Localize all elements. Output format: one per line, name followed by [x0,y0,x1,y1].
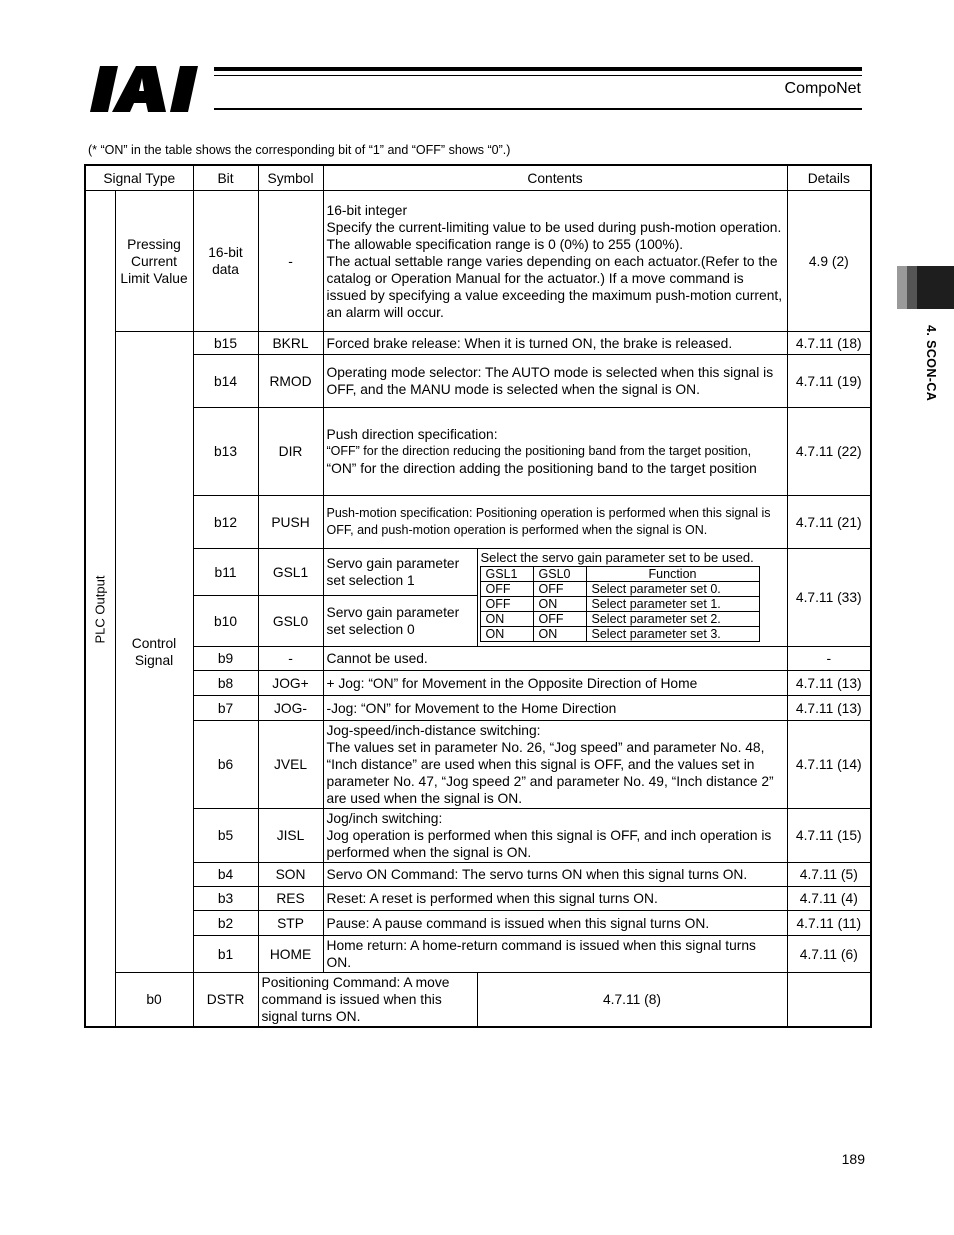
header-rule-thin [214,75,862,76]
col-header-symbol: Symbol [258,165,323,191]
table-row [85,863,871,887]
contents-line: Cannot be used. [326,651,428,666]
table-row [85,671,871,696]
contents-line: Positioning Command: A move command is issued when this signal turns ON. [261,975,450,1024]
symbol-cell: RMOD [258,355,323,408]
group-label: PLC Output [85,191,115,1028]
contents-cell [323,696,787,721]
details-cell: 4.7.11 (13) [787,671,871,696]
bit-cell: b1 [193,936,258,973]
symbol-cell: PUSH [258,496,323,549]
bit-cell: 16-bit data [193,191,258,332]
contents-cell [323,936,787,973]
col-header-contents: Contents [323,165,787,191]
bit-cell: b3 [193,887,258,911]
contents-cell [323,809,787,863]
table-row [85,355,871,408]
control-signal-label: Control Signal [115,332,193,973]
details-cell: 4.7.11 (21) [787,496,871,549]
contents-line: Reset: A reset is performed when this signal turns ON. [326,891,658,906]
details-cell: 4.7.11 (13) [787,696,871,721]
table-row [85,936,871,973]
symbol-cell: BKRL [258,332,323,355]
details-cell: 4.7.11 (18) [787,332,871,355]
gsl-cell: OFF [533,612,586,627]
gsl-cell: ON [480,612,533,627]
table-row [85,911,871,936]
details-cell: 4.7.11 (14) [787,721,871,809]
contents-line: + Jog: “ON” for Movement in the Opposite Direction of Home [326,675,698,691]
symbol-cell: HOME [258,936,323,973]
page-number: 189 [841,1151,865,1167]
details-cell: 4.7.11 (5) [787,863,871,887]
contents-cell [323,887,787,911]
contents-line: Push-motion specification: Positioning operation is performed when this signal is OFF, and push-motion operation is performed when the signal is ON. [326,506,771,537]
iai-logo [88,66,210,112]
bit-cell: b12 [193,496,258,549]
symbol-cell: DIR [258,408,323,496]
gsl-selection-table [480,566,760,642]
contents-cell [323,191,787,332]
contents-line: “OFF” for the direction reducing the positioning band from the target position, [326,444,752,458]
table-row [85,887,871,911]
table-row [85,973,871,1028]
gsl-row [480,627,759,642]
symbol-cell: JOG+ [258,671,323,696]
table-row [85,408,871,496]
table-row [85,696,871,721]
table-note: (* “ON” in the table shows the corresponding bit of “1” and “OFF” shows “0”.) [88,143,511,157]
gsl-header-row [480,567,759,582]
table-row [85,332,871,355]
contents-line: Operating mode selector: The AUTO mode is selected when this signal is OFF, and the MANU mode is selected when the signal is ON. [326,365,774,397]
gsl-row [480,582,759,597]
table-row [85,809,871,863]
bit-cell: b4 [193,863,258,887]
contents-line: The actual settable range varies depending on each actuator.(Refer to the catalog or Operation Manual for the actuator.) If a move command is issued by specifying a value exceeding the maximum push-motion current, an alarm will occur. [326,253,783,320]
gsl-col-header: Function [586,567,759,582]
header-rule-bottom [214,108,862,110]
gsl-cell: Select parameter set 3. [586,627,759,642]
table-row [85,191,871,332]
chapter-tab [897,266,954,309]
contents-line: Servo ON Command: The servo turns ON when this signal turns ON. [326,867,748,882]
gsl-col-header: GSL1 [480,567,533,582]
gsl-cell: OFF [480,582,533,597]
symbol-cell: - [258,191,323,332]
bit-cell: b5 [193,809,258,863]
header-rule-thick [214,67,862,71]
bit-cell: b15 [193,332,258,355]
table-row [85,647,871,671]
gsl-cell: Select parameter set 1. [586,597,759,612]
contents-line: The allowable specification range is 0 (0%) to 255 (100%). [326,236,684,252]
plc-output-table [84,164,872,1028]
bit-cell: b13 [193,408,258,496]
contents-cell [323,671,787,696]
contents-line: Home return: A home-return command is issued when this signal turns ON. [326,938,756,970]
bit-cell: b8 [193,671,258,696]
gsl-cell: Select parameter set 2. [586,612,759,627]
contents-cell [323,496,787,549]
contents-cell [323,408,787,496]
col-header-bit: Bit [193,165,258,191]
details-cell: 4.7.11 (11) [787,911,871,936]
symbol-cell: JOG- [258,696,323,721]
col-header-signal-type: Signal Type [85,165,193,191]
gsl-cell: ON [480,627,533,642]
contents-cell [323,332,787,355]
symbol-cell: DSTR [193,973,258,1028]
details-cell: 4.7.11 (19) [787,355,871,408]
details-cell: 4.7.11 (8) [477,973,787,1028]
contents-cell [323,911,787,936]
bit-cell: b2 [193,911,258,936]
contents-line: Push direction specification: [326,427,498,442]
contents-line: -Jog: “ON” for Movement to the Home Direction [326,700,617,716]
gsl-heading: Select the servo gain parameter set to be used. [480,550,754,565]
gsl-cell: OFF [533,582,586,597]
contents-cell [323,721,787,809]
details-cell: 4.7.11 (15) [787,809,871,863]
contents-line: Specify the current-limiting value to be used during push-motion operation. [326,219,782,235]
symbol-cell: SON [258,863,323,887]
contents-line: Jog/inch switching: [326,811,443,826]
contents-line: “ON” for the direction adding the positioning band to the target position [326,461,757,476]
gsl-function-cell [477,549,787,647]
table-row [85,549,871,596]
gsl-cell: Select parameter set 0. [586,582,759,597]
gsl-col-header: GSL0 [533,567,586,582]
bit-cell: b14 [193,355,258,408]
contents-line: Pause: A pause command is issued when this signal turns ON. [326,915,710,931]
table-row [85,496,871,549]
signal-type-cell: Pressing Current Limit Value [115,191,193,332]
symbol-cell: RES [258,887,323,911]
symbol-cell: JVEL [258,721,323,809]
table-row [85,721,871,809]
contents-line: Jog-speed/inch-distance switching: [326,723,541,738]
bit-cell: b7 [193,696,258,721]
symbol-cell: STP [258,911,323,936]
details-cell: 4.7.11 (4) [787,887,871,911]
gsl-cell: ON [533,597,586,612]
contents-line: 16-bit integer [326,202,408,218]
symbol-cell: JISL [258,809,323,863]
symbol-cell: GSL0 [258,596,323,647]
gsl-row [480,597,759,612]
symbol-cell: GSL1 [258,549,323,596]
symbol-cell: - [258,647,323,671]
details-cell: - [787,647,871,671]
contents-cell [258,973,477,1028]
gsl-cell: OFF [480,597,533,612]
contents-line: Jog operation is performed when this signal is OFF, and inch operation is performed when the signal is ON. [326,828,772,860]
header-title: CompoNet [784,80,861,97]
details-cell: 4.9 (2) [787,191,871,332]
gsl-cell: ON [533,627,586,642]
bit-cell: b9 [193,647,258,671]
bit-cell: b0 [115,973,193,1028]
details-cell: 4.7.11 (33) [787,549,871,647]
details-cell: 4.7.11 (22) [787,408,871,496]
contents-line: Forced brake release: When it is turned ON, the brake is released. [326,335,733,351]
chapter-tab-label: 4. SCON-CA [924,325,938,402]
col-header-details: Details [787,165,871,191]
contents-line: The values set in parameter No. 26, “Jog speed” and parameter No. 48, “Inch distance” are used when this signal is OFF, and the values set in parameter No. 47, “Jog speed 2” and parameter No. 49, “Inch distance 2” are used when the signal is ON. [326,740,774,806]
gsl-row [480,612,759,627]
bit-cell: b6 [193,721,258,809]
bit-cell: b10 [193,596,258,647]
table-header-row [85,165,871,191]
contents-cell [323,863,787,887]
gsl-label-cell: Servo gain parameter set selection 1 [323,549,477,596]
details-cell: 4.7.11 (6) [787,936,871,973]
gsl-label-cell: Servo gain parameter set selection 0 [323,596,477,647]
bit-cell: b11 [193,549,258,596]
contents-cell [323,355,787,408]
contents-cell [323,647,787,671]
